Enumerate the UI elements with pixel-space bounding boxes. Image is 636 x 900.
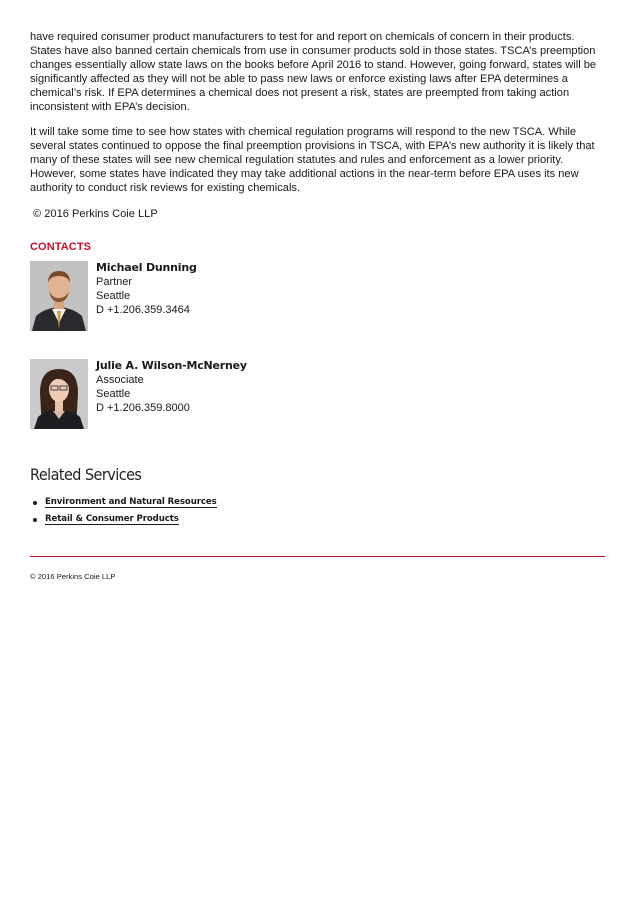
contact-phone: D +1.206.359.3464 bbox=[96, 304, 190, 317]
related-services-heading: Related Services bbox=[30, 465, 142, 485]
contact-name[interactable]: Julie A. Wilson-McNerney bbox=[96, 359, 247, 373]
contacts-heading: CONTACTS bbox=[30, 241, 92, 254]
contact-name[interactable]: Michael Dunning bbox=[96, 261, 197, 275]
footer-copyright: © 2016 Perkins Coie LLP bbox=[30, 572, 116, 581]
body-paragraph-2: It will take some time to see how states with chemical regulation programs will respond to the new TSCA. While several states continued to oppose the final preemption provisions in TSCA, with EPA’s new authority it is likely that many of these states will see new chemical regulation statutes and rules and enforcement as a lower priority. However, some states have indicated they may take additional actions in the near-term before EPA uses its new authority to conduct risk reviews for existing chemicals. bbox=[30, 125, 595, 194]
contact-info-2 bbox=[96, 359, 247, 415]
related-services-list bbox=[30, 494, 605, 528]
contact-title: Associate bbox=[96, 374, 144, 387]
contact-phone: D +1.206.359.8000 bbox=[96, 402, 190, 415]
list-item bbox=[30, 511, 605, 528]
body-paragraph-1: have required consumer product manufacturers to test for and report on chemicals of concern in their products. States have also banned certain chemicals from use in consumer products sold in those states. TSCA’s preemption changes essentially allow state laws on the books before April 2016 to stand. However, going forward, states will be significantly affected as they will not be able to pass new laws or enforce existing laws after EPA determines a chemical’s risk. If EPA determines a chemical does not present a risk, states are preempted from taking action inconsistent with EPA’s decision. bbox=[30, 31, 597, 114]
list-item bbox=[30, 494, 605, 511]
service-link-environment[interactable]: Environment and Natural Resources bbox=[45, 497, 217, 508]
contact-info-1 bbox=[96, 261, 197, 317]
contact-photo-michael-dunning bbox=[30, 261, 88, 331]
body-copyright: © 2016 Perkins Coie LLP bbox=[33, 208, 158, 221]
contact-card-2 bbox=[30, 359, 605, 429]
contact-card-1 bbox=[30, 261, 605, 331]
contact-office: Seattle bbox=[96, 290, 131, 303]
contact-title: Partner bbox=[96, 276, 133, 289]
contact-photo-julie-wilson-mcnerney bbox=[30, 359, 88, 429]
service-link-retail[interactable]: Retail & Consumer Products bbox=[45, 514, 179, 525]
contact-office: Seattle bbox=[96, 388, 131, 401]
footer-divider bbox=[30, 556, 605, 557]
page-content bbox=[30, 30, 605, 528]
